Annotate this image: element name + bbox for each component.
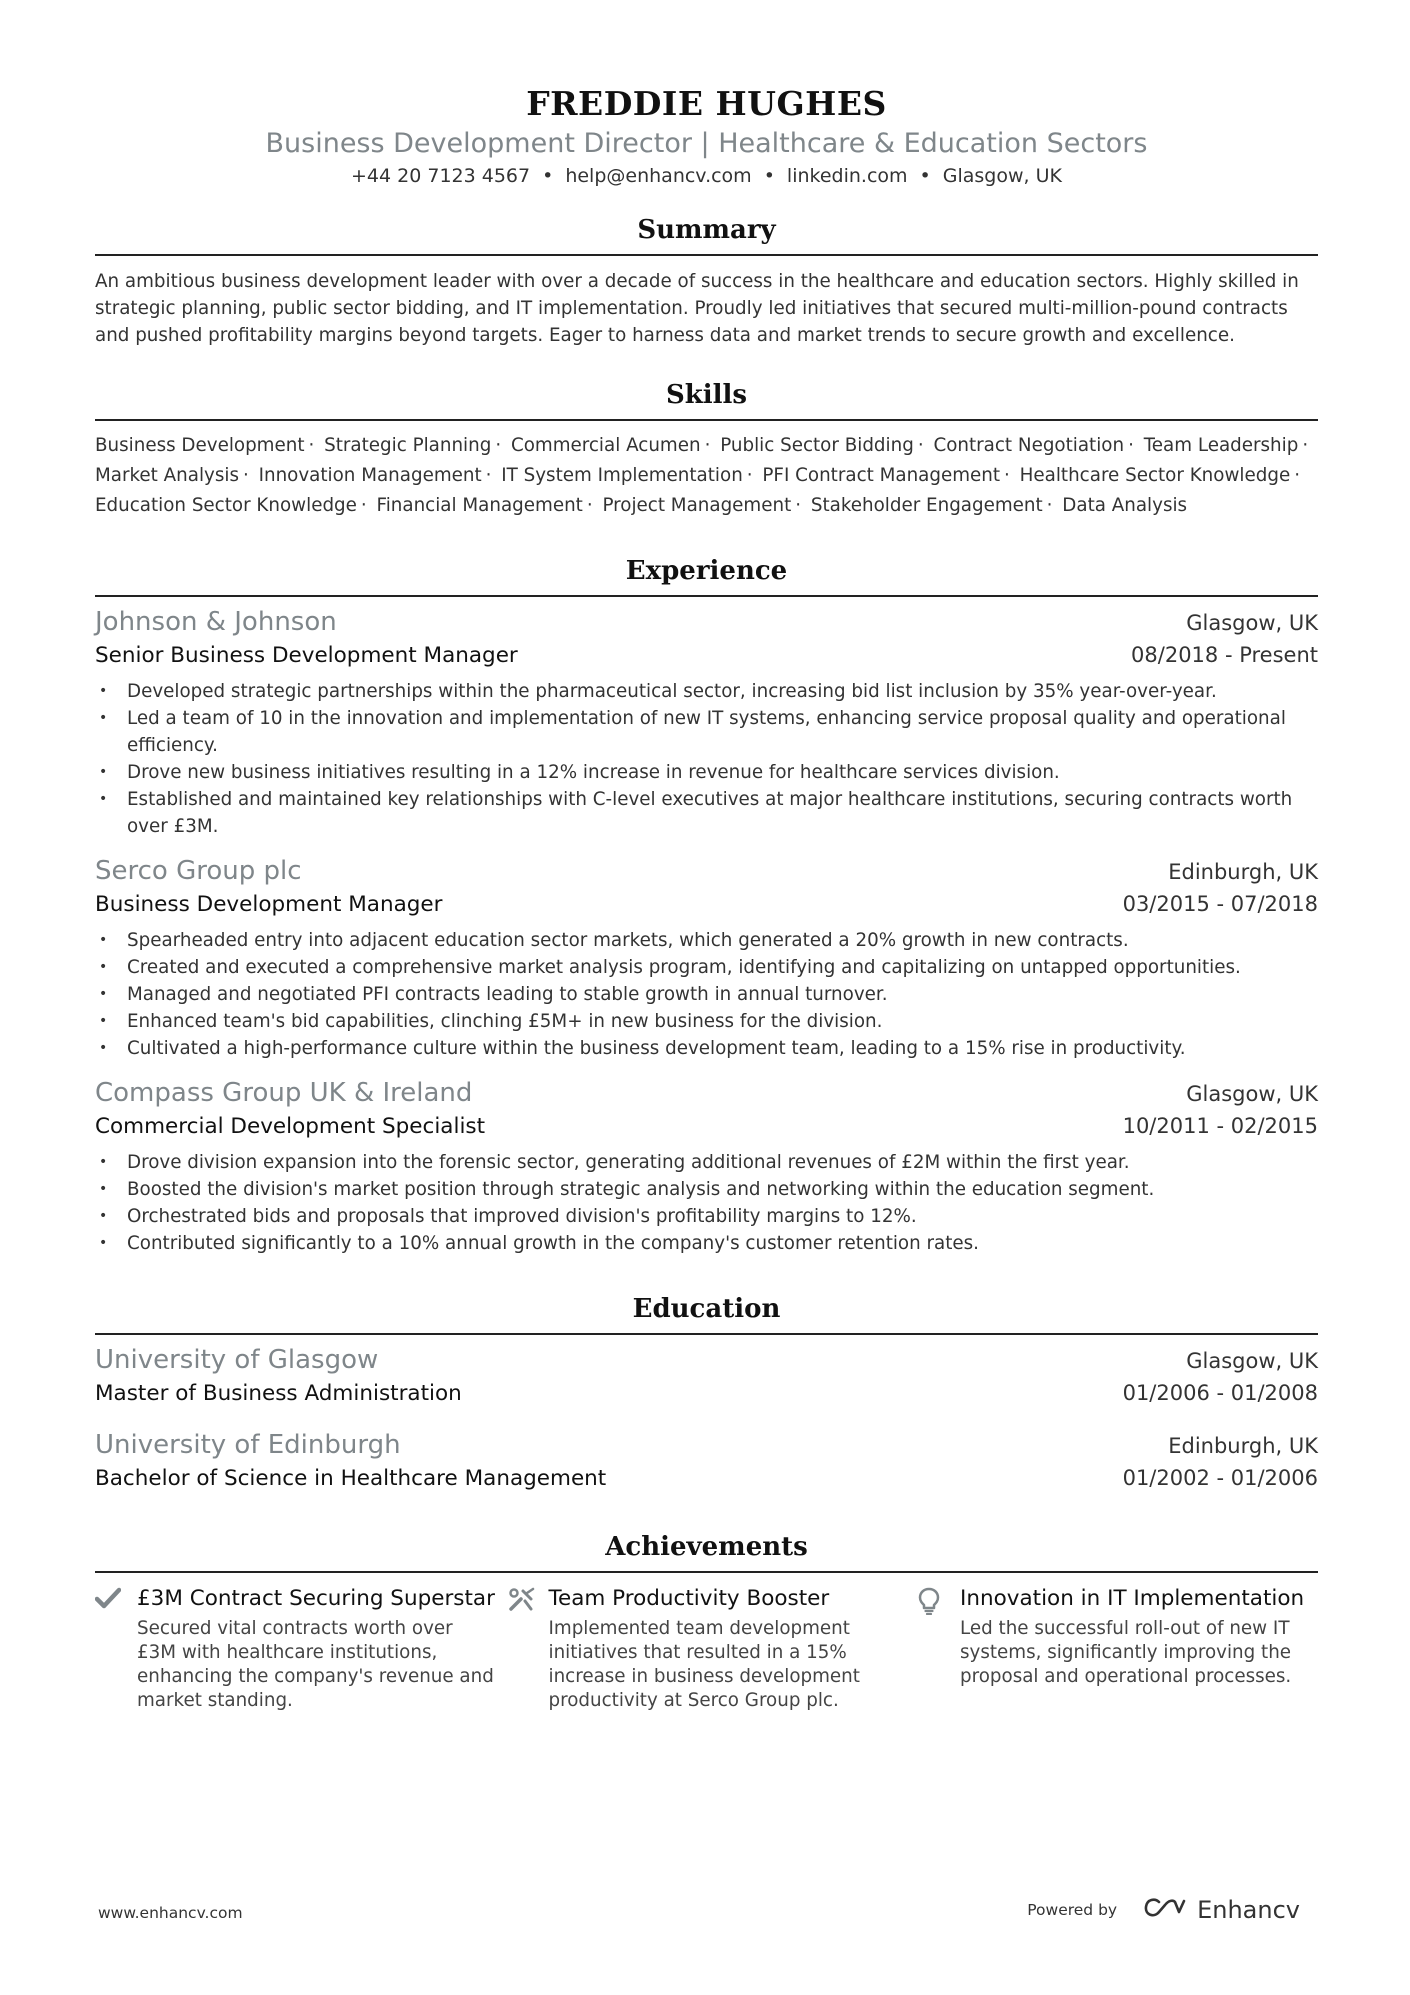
achievement-title: £3M Contract Securing Superstar (137, 1586, 495, 1611)
skill-item: Market Analysis (95, 465, 239, 486)
job-dates: 03/2015 - 07/2018 (1122, 892, 1318, 916)
skill-item: Project Management (602, 495, 792, 516)
footer-branding (1027, 1896, 1300, 1924)
section-divider (95, 1571, 1318, 1573)
job-bullet: • Contributed significantly to a 10% annual growth in the company's customer retention rates. (95, 1230, 1318, 1257)
job-bullet: • Developed strategic partnerships within the pharmaceutical sector, increasing bid list inclusion by 35% year-over-year. (95, 678, 1318, 705)
education-entry (95, 1428, 1318, 1495)
section-title-experience: Experience (625, 556, 788, 586)
job-bullets (95, 678, 1318, 840)
job-dates: 10/2011 - 02/2015 (1122, 1114, 1318, 1138)
enhancv-logo-icon (1143, 1897, 1187, 1923)
achievement-title: Team Productivity Booster (548, 1586, 830, 1611)
email-link[interactable]: help@enhancv.com (565, 165, 752, 187)
education-section (95, 1291, 1318, 1495)
skill-separator: · (1294, 465, 1301, 486)
section-title-summary: Summary (637, 215, 776, 245)
skill-separator: · (704, 435, 711, 456)
school-location: Edinburgh, UK (1168, 1434, 1318, 1458)
contact-separator: • (542, 165, 554, 187)
experience-section (95, 553, 1318, 1257)
education-dates: 01/2006 - 01/2008 (1122, 1381, 1318, 1405)
skill-separator: · (746, 465, 753, 486)
job-bullet: • Drove division expansion into the forensic sector, generating additional revenues of £2M within the first year. (95, 1149, 1318, 1176)
contact-line (95, 162, 1318, 190)
skill-item: PFI Contract Management (762, 465, 1001, 486)
job-location: Glasgow, UK (1186, 611, 1318, 635)
education-entry (95, 1343, 1318, 1410)
job-bullet: • Led a team of 10 in the innovation and implementation of new IT systems, enhancing service proposal quality and operational efficiency. (95, 705, 1318, 759)
skills-section (95, 377, 1318, 521)
job-bullet: • Spearheaded entry into adjacent education sector markets, which generated a 20% growth in new contracts. (95, 927, 1318, 954)
job-bullets (95, 1149, 1318, 1257)
skill-separator: · (242, 465, 249, 486)
skill-separator: · (917, 435, 924, 456)
job-bullet: • Enhanced team's bid capabilities, clinching £5M+ in new business for the division. (95, 1008, 1318, 1035)
achievement-item (95, 1585, 495, 1713)
linkedin-link[interactable]: linkedin.com (786, 165, 908, 187)
job-bullet: • Boosted the division's market position through strategic analysis and networking within the education segment. (95, 1176, 1318, 1203)
job-dates: 08/2018 - Present (1131, 643, 1318, 667)
section-divider (95, 254, 1318, 256)
job-title: Commercial Development Specialist (95, 1114, 486, 1139)
contact-separator: • (919, 165, 931, 187)
job-title: Senior Business Development Manager (95, 643, 518, 668)
tools-icon (507, 1585, 549, 1713)
section-title-education: Education (632, 1294, 781, 1324)
achievement-desc: Implemented team development initiatives that resulted in a 15% increase in business development productivity at Serco Group plc. (548, 1618, 860, 1711)
phone: +44 20 7123 4567 (351, 165, 531, 187)
candidate-headline: Business Development Director | Healthcare & Education Sectors (265, 128, 1148, 159)
skill-item: Public Sector Bidding (720, 435, 914, 456)
school-name: University of Glasgow (95, 1345, 379, 1375)
achievements-list (95, 1585, 1318, 1713)
skill-separator: · (1004, 465, 1010, 486)
company-name: Compass Group UK & Ireland (95, 1078, 473, 1108)
experience-entry (95, 605, 1318, 840)
skill-separator: · (495, 435, 502, 456)
skill-item: Education Sector Knowledge (95, 495, 357, 516)
school-name: University of Edinburgh (95, 1430, 401, 1460)
job-location: Glasgow, UK (1186, 1082, 1318, 1106)
achievement-title: Innovation in IT Implementation (960, 1586, 1305, 1611)
skill-separator: · (360, 495, 367, 516)
section-divider (95, 595, 1318, 597)
job-bullet: • Created and executed a comprehensive market analysis program, identifying and capitalizing on untapped opportunities. (95, 954, 1318, 981)
job-bullets (95, 927, 1318, 1062)
education-dates: 01/2002 - 01/2006 (1122, 1466, 1318, 1490)
checkmark-icon (95, 1585, 137, 1713)
skill-item: IT System Implementation (501, 465, 743, 486)
skill-separator: · (795, 495, 802, 516)
skill-item: Healthcare Sector Knowledge (1019, 465, 1291, 486)
contact-separator: • (763, 165, 775, 187)
degree: Bachelor of Science in Healthcare Management (95, 1466, 607, 1491)
achievement-item (507, 1585, 907, 1713)
brand-name: Enhancv (1197, 1896, 1300, 1924)
summary-text: An ambitious business development leader with over a decade of success in the healthcare and education sectors. Highly skilled in strategic planning, public sector bidding, and IT implementation. Proudly led initiatives that secured multi-million-pound contracts and pushed profitability margins beyond targets. Eager to harness data and market trends to secure growth and excellence. (95, 271, 1299, 346)
section-title-achievements: Achievements (605, 1532, 808, 1562)
section-divider (95, 419, 1318, 421)
skill-separator: · (1302, 435, 1309, 456)
experience-entry (95, 854, 1318, 1062)
achievement-item (918, 1585, 1318, 1713)
job-location: Edinburgh, UK (1168, 860, 1318, 884)
skill-item: Innovation Management (258, 465, 482, 486)
achievement-desc: Led the successful roll-out of new IT systems, significantly improving the proposal and operational processes. (960, 1618, 1292, 1687)
lightbulb-icon (918, 1585, 960, 1713)
job-title: Business Development Manager (95, 892, 443, 917)
resume-content (95, 82, 1318, 1713)
skill-item: Strategic Planning (324, 435, 492, 456)
section-divider (95, 1333, 1318, 1335)
company-name: Johnson & Johnson (95, 607, 337, 637)
school-location: Glasgow, UK (1186, 1349, 1318, 1373)
powered-by-label: Powered by (1027, 1901, 1118, 1919)
job-bullet: • Orchestrated bids and proposals that improved division's profitability margins to 12%. (95, 1203, 1318, 1230)
degree: Master of Business Administration (95, 1381, 462, 1406)
skills-list (95, 431, 1318, 521)
skill-item: Financial Management (376, 495, 583, 516)
experience-entry (95, 1076, 1318, 1257)
achievement-desc: Secured vital contracts worth over £3M with healthcare institutions, enhancing the company's revenue and market standing. (137, 1618, 494, 1711)
skill-item: Team Leadership (1143, 435, 1299, 456)
skill-separator: · (586, 495, 593, 516)
skill-separator: · (485, 465, 492, 486)
footer-website[interactable]: www.enhancv.com (98, 1904, 243, 1922)
achievements-section (95, 1529, 1318, 1713)
skill-item: Stakeholder Engagement (810, 495, 1043, 516)
job-bullet: • Drove new business initiatives resulting in a 12% increase in revenue for healthcare services division. (95, 759, 1318, 786)
job-bullet: • Managed and negotiated PFI contracts leading to stable growth in annual turnover. (95, 981, 1318, 1008)
location: Glasgow, UK (942, 165, 1062, 187)
section-title-skills: Skills (665, 380, 748, 410)
skill-item: Business Development (95, 435, 305, 456)
skill-item: Contract Negotiation (933, 435, 1125, 456)
summary-section (95, 212, 1318, 349)
candidate-name: FREDDIE HUGHES (526, 84, 887, 123)
skill-separator: · (1128, 435, 1134, 456)
company-name: Serco Group plc (95, 856, 302, 886)
skill-item: Commercial Acumen (510, 435, 701, 456)
skill-item: Data Analysis (1062, 495, 1188, 516)
job-bullet: • Established and maintained key relationships with C-level executives at major healthcare institutions, securing contracts worth over £3M. (95, 786, 1318, 840)
job-bullet: • Cultivated a high-performance culture within the business development team, leading to a 15% rise in productivity. (95, 1035, 1318, 1062)
skill-separator: · (1046, 495, 1053, 516)
skill-separator: · (308, 435, 315, 456)
